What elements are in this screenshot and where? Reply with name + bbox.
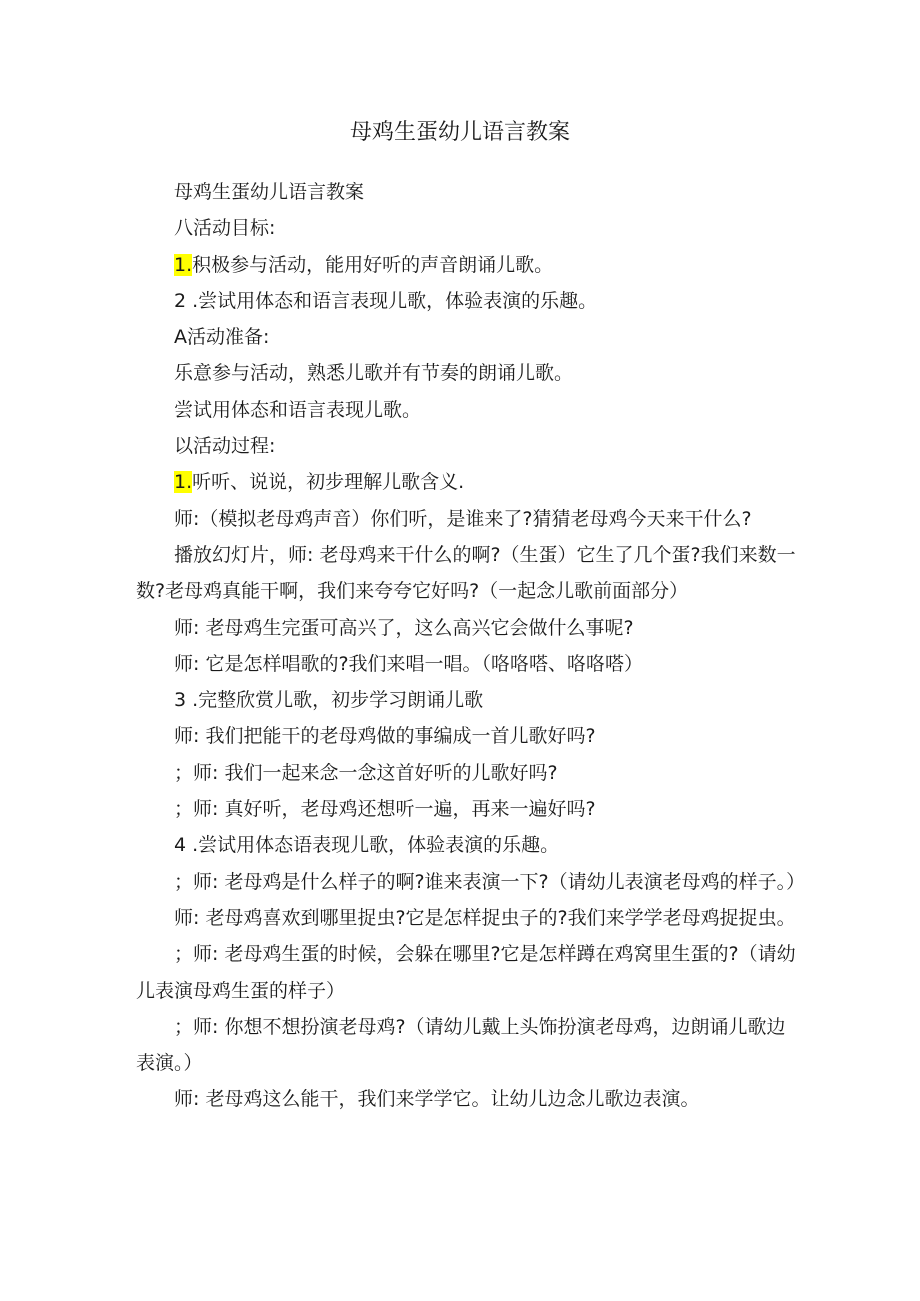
paragraph-text: 2 .尝试用体态和语言表现儿歌，体验表演的乐趣。 (174, 289, 598, 312)
paragraph-text: ；师: 我们一起来念一念这首好听的儿歌好吗? (174, 761, 558, 784)
paragraph-text: 以活动过程: (174, 435, 276, 458)
list-item (136, 827, 796, 863)
paragraph-text: 师: 老母鸡这么能干，我们来学学它。让幼儿边念儿歌边表演。 (174, 1088, 700, 1111)
paragraph-text: 播放幻灯片，师: 老母鸡来干什么的啊?（生蛋）它生了几个蛋?我们来数一数?老母鸡真能干啊，我们来夸夸它好吗?（一起念儿歌前面部分） (136, 543, 796, 603)
paragraph (136, 355, 796, 391)
paragraph-text: 师:（模拟老母鸡声音）你们听，是谁来了?猜猜老母鸡今天来干什么? (174, 507, 752, 530)
section-heading-goals (136, 210, 796, 246)
paragraph (136, 864, 806, 900)
paragraph (136, 174, 796, 210)
paragraph-text: ；师: 真好听，老母鸡还想听一遍，再来一遍好吗? (174, 798, 596, 821)
paragraph (136, 610, 796, 646)
paragraph (136, 755, 796, 791)
paragraph-text: 师: 我们把能干的老母鸡做的事编成一首儿歌好吗? (174, 725, 596, 748)
paragraph (136, 1081, 796, 1117)
paragraph-text: 师: 老母鸡生完蛋可高兴了，这么高兴它会做什么事呢? (174, 616, 634, 639)
paragraph-text: 八活动目标: (174, 217, 276, 240)
paragraph (136, 537, 796, 610)
paragraph-text: 师: 它是怎样唱歌的?我们来唱一唱。（咯咯嗒、咯咯嗒） (174, 652, 644, 675)
paragraph-text: A活动准备: (174, 326, 270, 349)
paragraph-text: 积极参与活动，能用好听的声音朗诵儿歌。 (192, 253, 554, 276)
paragraph-text: 听听、说说，初步理解儿歌含义. (192, 471, 465, 494)
paragraph (136, 718, 796, 754)
highlight-mark: 1. (174, 471, 193, 494)
paragraph-text: ；师: 老母鸡生蛋的时候，会躲在哪里?它是怎样蹲在鸡窝里生蛋的?（请幼儿表演母鸡生蛋的样子） (136, 943, 796, 1002)
paragraph (136, 900, 796, 936)
section-heading-process (136, 428, 796, 464)
paragraph (136, 501, 796, 537)
paragraph (136, 392, 796, 428)
list-item (136, 283, 796, 319)
paragraph-text: 师: 老母鸡喜欢到哪里捉虫?它是怎样捉虫子的?我们来学学老母鸡捉捉虫。 (174, 906, 796, 929)
paragraph-text: 3 .完整欣赏儿歌，初步学习朗诵儿歌 (174, 689, 484, 712)
paragraph-text: 母鸡生蛋幼儿语言教案 (174, 181, 365, 203)
paragraph (136, 936, 796, 1009)
paragraph (136, 791, 796, 827)
highlight-mark: 1. (174, 253, 193, 276)
paragraph (136, 646, 796, 682)
paragraph-text: 尝试用体态和语言表现儿歌。 (174, 398, 422, 421)
list-item (136, 247, 796, 283)
section-heading-preparation (136, 319, 796, 355)
paragraph-text: 乐意参与活动，熟悉儿歌并有节奏的朗诵儿歌。 (174, 362, 574, 385)
list-item (136, 682, 796, 718)
paragraph-text: 4 .尝试用体态语表现儿歌，体验表演的乐趣。 (174, 834, 560, 857)
paragraph-text: ；师: 老母鸡是什么样子的啊?谁来表演一下?（请幼儿表演老母鸡的样子。） (174, 870, 806, 893)
paragraph-text: ；师: 你想不想扮演老母鸡?（请幼儿戴上头饰扮演老母鸡，边朗诵儿歌边表演。） (136, 1015, 786, 1075)
paragraph (136, 1009, 796, 1082)
document-title: 母鸡生蛋幼儿语言教案 (349, 120, 570, 145)
document-body (136, 174, 806, 1118)
list-item (136, 464, 796, 500)
